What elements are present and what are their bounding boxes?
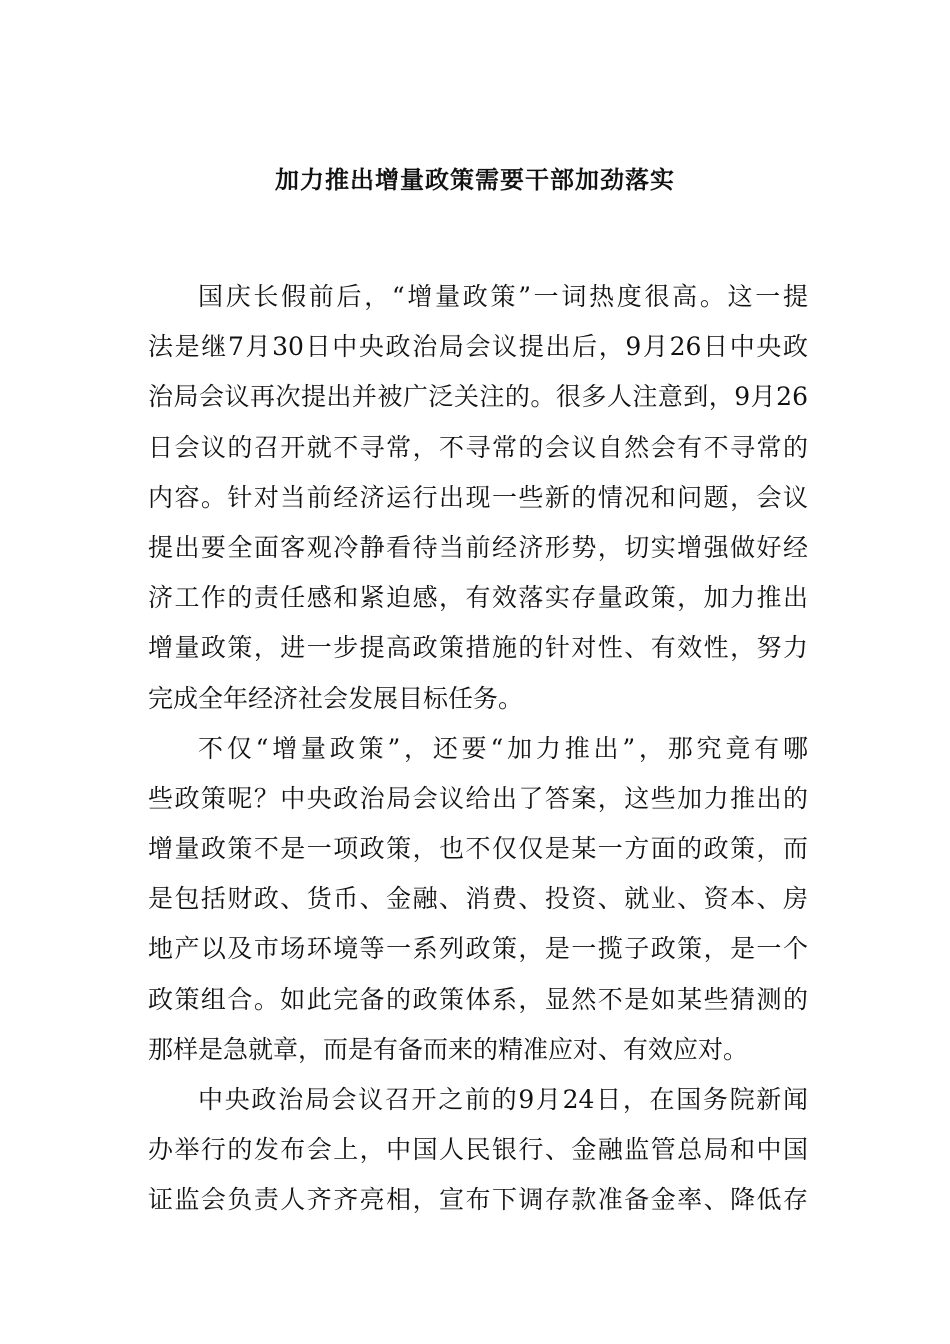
text-line: 是包括财政、货币、金融、消费、投资、就业、资本、房 — [148, 884, 808, 914]
text-line: 不仅“增量政策”，还要“加力推出”，那究竟有哪 — [198, 733, 808, 763]
text-line: 国庆长假前后，“增量政策”一词热度很高。这一提 — [198, 282, 808, 311]
text-line: 那样是急就章，而是有备而来的精准应对、有效应对。 — [148, 1034, 749, 1064]
text-line: 治局会议再次提出并被广泛关注的。很多人注意到，9月26 — [148, 382, 808, 412]
paragraph — [148, 272, 808, 724]
text-line: 增量政策不是一项政策，也不仅仅是某一方面的政策，而 — [148, 834, 808, 864]
text-line: 完成全年经济社会发展目标任务。 — [148, 683, 524, 713]
text-line: 内容。针对当前经济运行出现一些新的情况和问题，会议 — [148, 482, 808, 512]
text-line: 地产以及市场环境等一系列政策，是一揽子政策，是一个 — [148, 934, 808, 964]
text-line: 些政策呢？中央政治局会议给出了答案，这些加力推出的 — [148, 783, 808, 813]
text-line: 济工作的责任感和紧迫感，有效落实存量政策，加力推出 — [148, 583, 808, 613]
text-line: 政策组合。如此完备的政策体系，显然不是如某些猜测的 — [148, 984, 808, 1014]
paragraph — [148, 1075, 808, 1226]
document-title: 加力推出增量政策需要干部加劲落实 — [275, 165, 675, 194]
text-line: 办举行的发布会上，中国人民银行、金融监管总局和中国 — [148, 1135, 808, 1165]
text-line: 提出要全面客观冷静看待当前经济形势，切实增强做好经 — [148, 532, 808, 562]
paragraph — [148, 724, 808, 1075]
text-line: 日会议的召开就不寻常，不寻常的会议自然会有不寻常的 — [148, 432, 808, 462]
document-body — [148, 272, 808, 1226]
text-line: 中央政治局会议召开之前的9月24日，在国务院新闻 — [198, 1085, 808, 1114]
text-line: 法是继7月30日中央政治局会议提出后，9月26日中央政 — [148, 332, 808, 362]
text-line: 证监会负责人齐齐亮相，宣布下调存款准备金率、降低存 — [148, 1185, 808, 1215]
text-line: 增量政策，进一步提高政策措施的针对性、有效性，努力 — [148, 633, 808, 663]
